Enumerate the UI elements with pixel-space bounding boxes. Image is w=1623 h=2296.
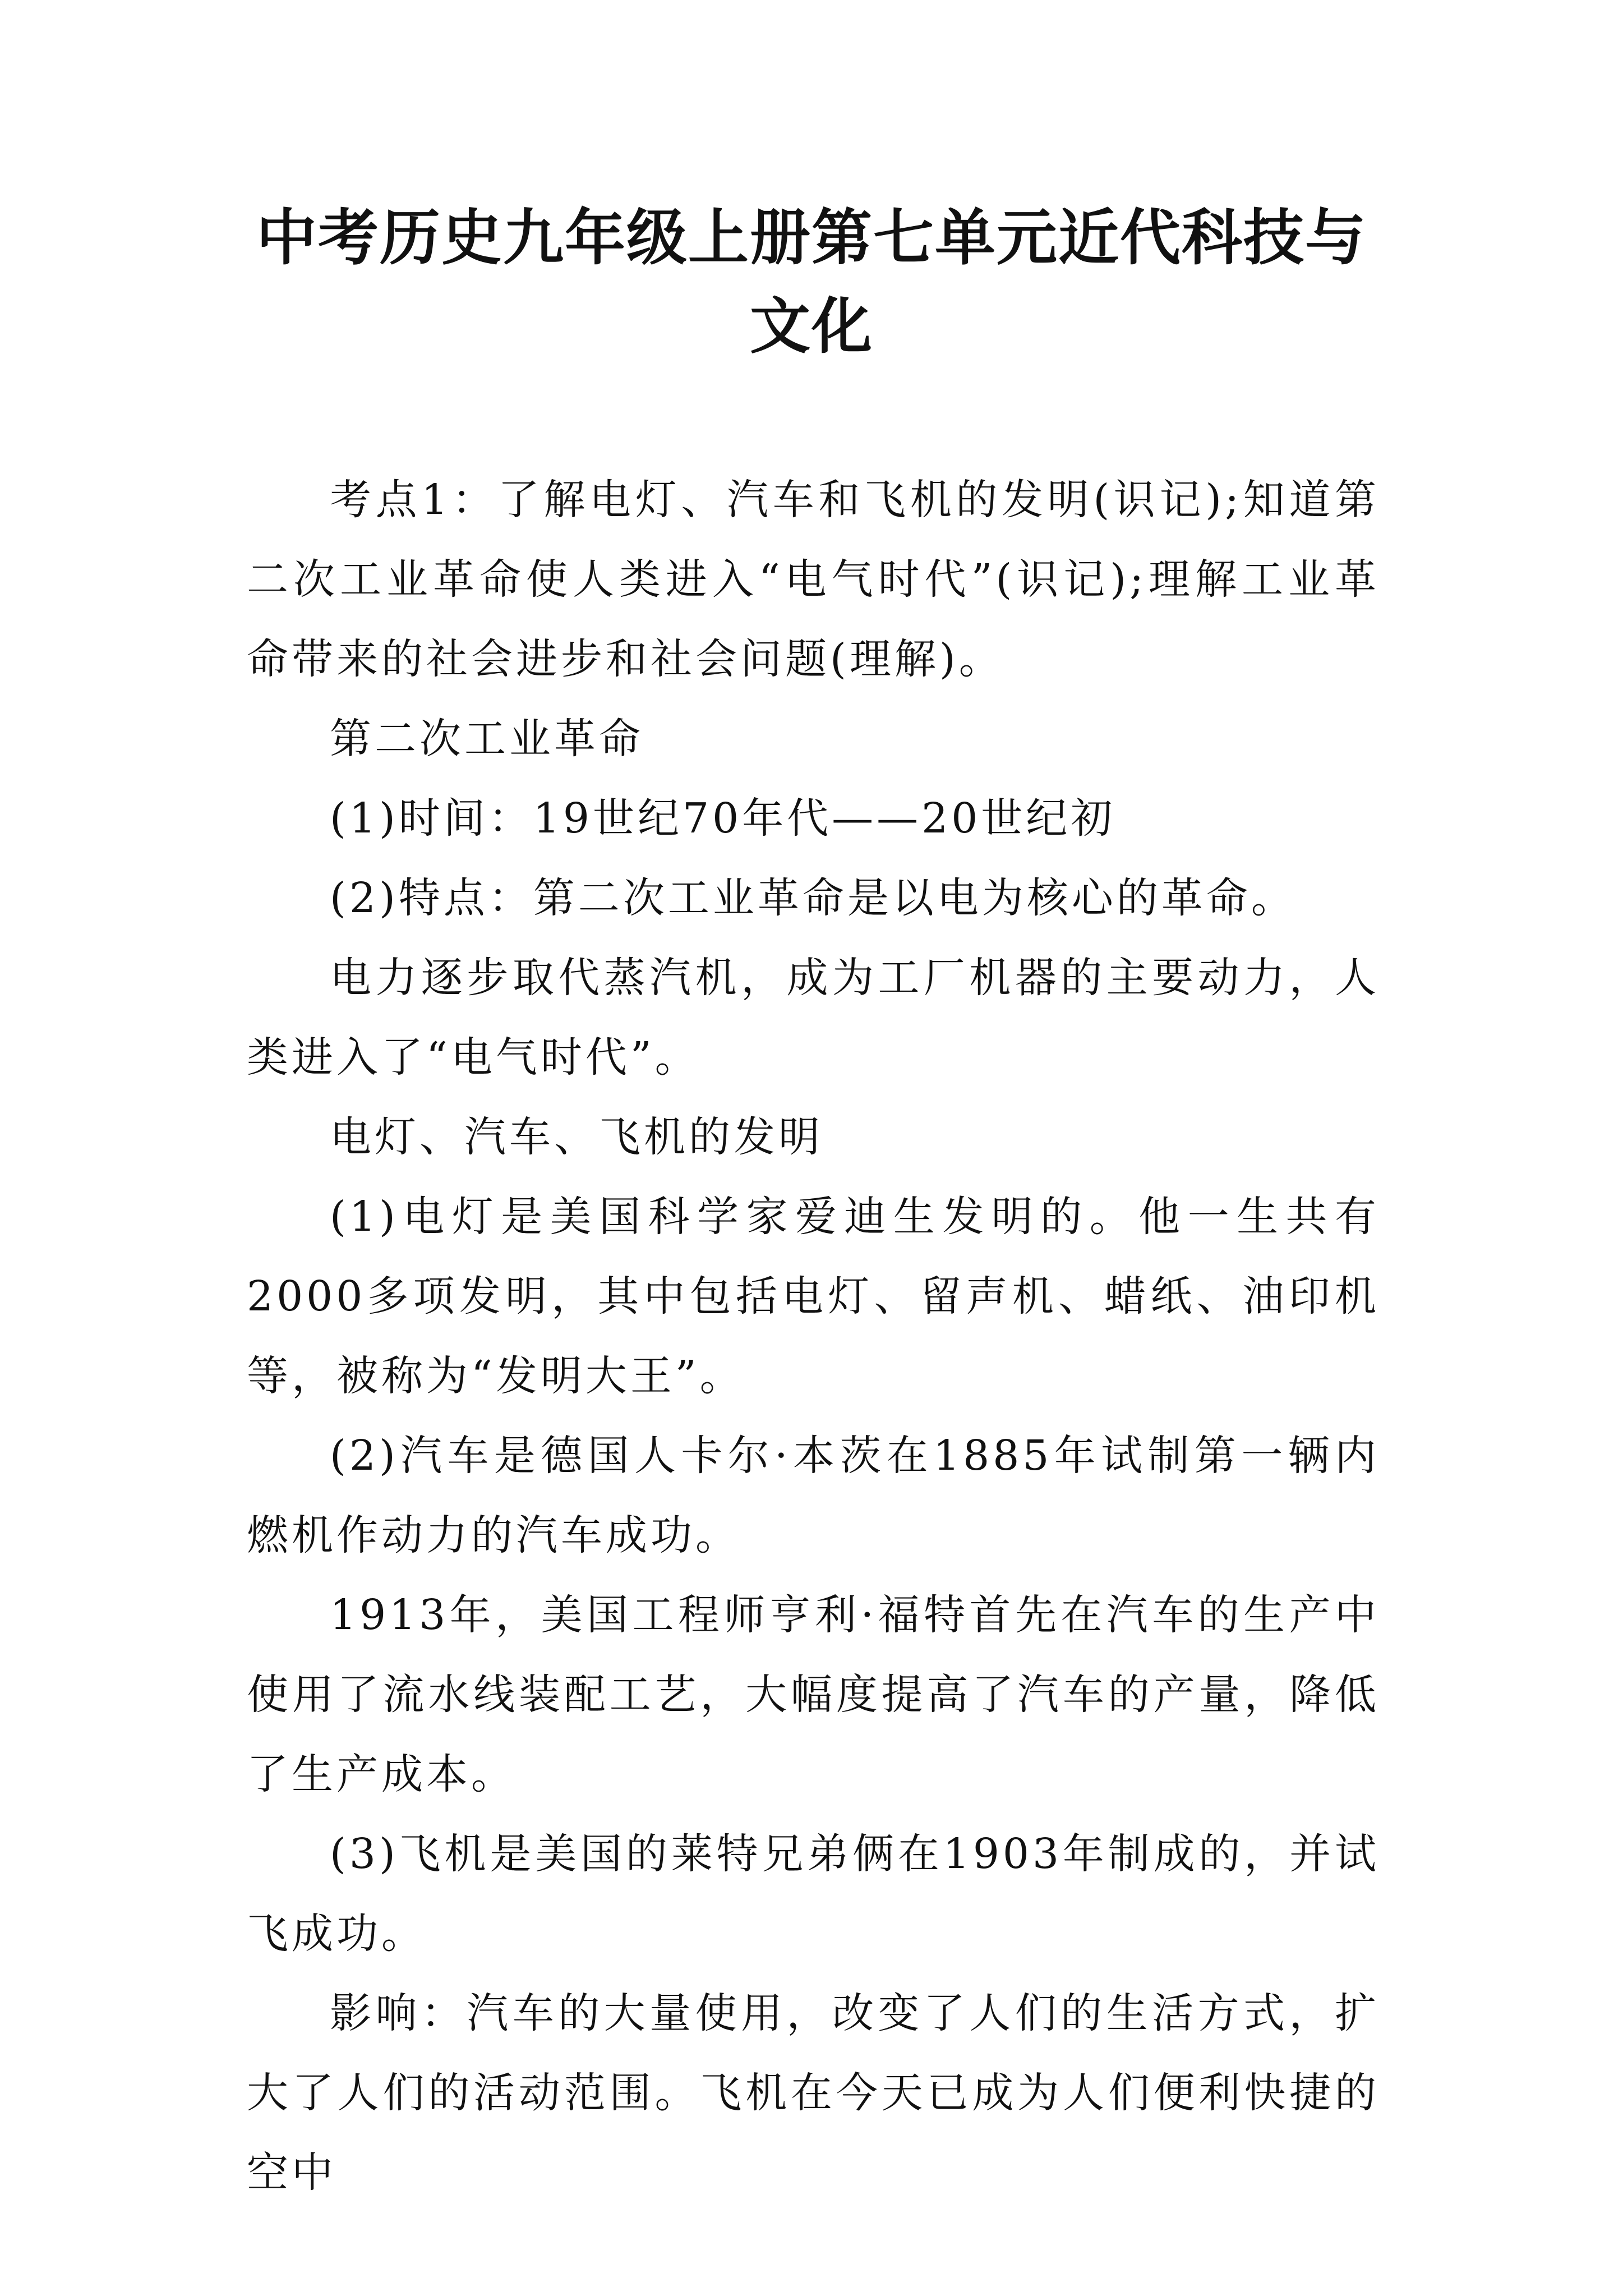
paragraph-exam-point: 考点1：了解电灯、汽车和飞机的发明(识记);知道第二次工业革命使人类进入“电气时代”(识记);理解工业革命带来的社会进步和社会问题(理解)。 <box>247 476 1380 683</box>
paragraph-ford-assembly-line: 1913年，美国工程师亨利·福特首先在汽车的生产中使用了流水线装配工艺，大幅度提高了汽车的产量，降低了生产成本。 <box>247 1591 1380 1798</box>
document-body <box>247 460 1380 2212</box>
document-title: 中考历史九年级上册第七单元近代科技与文化 <box>256 203 1367 362</box>
paragraph-electric-age: 电力逐步取代蒸汽机，成为工厂机器的主要动力，人类进入了“电气时代”。 <box>247 954 1380 1082</box>
paragraph-automobile: (2)汽车是德国人卡尔·本茨在1885年试制第一辆内燃机作动力的汽车成功。 <box>247 1432 1380 1559</box>
paragraph-impact: 影响：汽车的大量使用，改变了人们的生活方式，扩大了人们的活动范围。飞机在今天已成为人们便利快捷的空中 <box>247 1989 1380 2197</box>
paragraph-time: (1)时间：19世纪70年代——20世纪初 <box>330 794 1116 843</box>
paragraph-electric-light: (1)电灯是美国科学家爱迪生发明的。他一生共有2000多项发明，其中包括电灯、留声机、蜡纸、油印机等，被称为“发明大王”。 <box>247 1193 1380 1400</box>
paragraph-airplane: (3)飞机是美国的莱特兄弟俩在1903年制成的，并试飞成功。 <box>247 1830 1380 1958</box>
paragraph-heading-second-industrial-revolution: 第二次工业革命 <box>330 715 644 763</box>
paragraph-heading-inventions: 电灯、汽车、飞机的发明 <box>330 1113 823 1161</box>
paragraph-feature: (2)特点：第二次工业革命是以电为核心的革命。 <box>330 874 1296 922</box>
